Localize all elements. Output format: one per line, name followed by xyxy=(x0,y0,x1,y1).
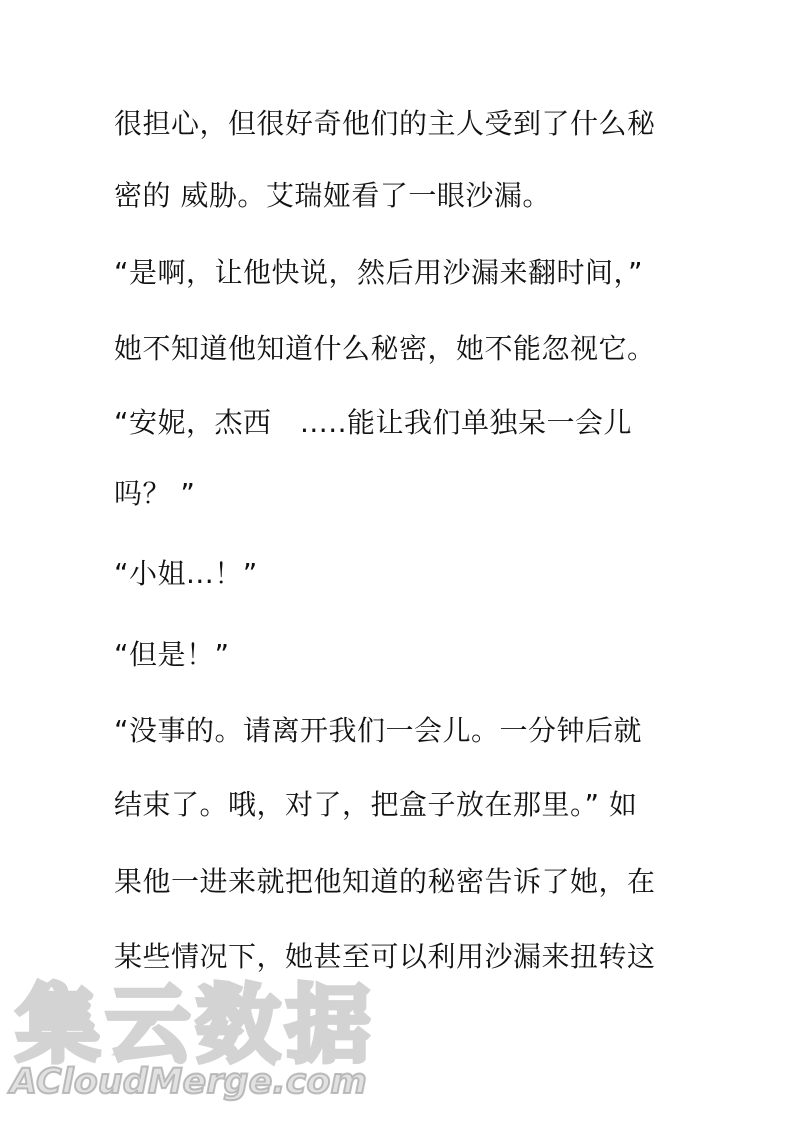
text-line-9: “没事的。请离开我们一会儿。一分钟后就 xyxy=(114,714,643,747)
text-line-2: 密的 威胁。艾瑞娅看了一眼沙漏。 xyxy=(114,179,551,212)
text-line-12: 某些情况下，她甚至可以利用沙漏来扭转这 xyxy=(114,940,656,973)
text-line-7: “小姐...！” xyxy=(114,557,258,590)
text-line-8: “但是！” xyxy=(114,638,230,671)
text-line-5: “安妮，杰西 .....能让我们单独呆一会儿 xyxy=(114,406,633,439)
text-line-10: 结束了。哦，对了，把盒子放在那里。” 如 xyxy=(114,788,638,821)
text-line-1: 很担心，但很好奇他们的主人受到了什么秘 xyxy=(114,107,656,140)
text-line-3: “是啊，让他快说，然后用沙漏来翻时间，” xyxy=(114,256,644,289)
text-line-11: 果他一进来就把他知道的秘密告诉了她，在 xyxy=(114,865,656,898)
text-line-4: 她不知道他知道什么秘密，她不能忽视它。 xyxy=(114,332,656,365)
text-line-6: 吗？ ” xyxy=(114,477,196,510)
watermark-english-text: ACloudMerge.com xyxy=(10,1062,367,1102)
watermark-chinese-text: 集云数据 xyxy=(16,976,377,1074)
watermark xyxy=(6,976,386,1110)
